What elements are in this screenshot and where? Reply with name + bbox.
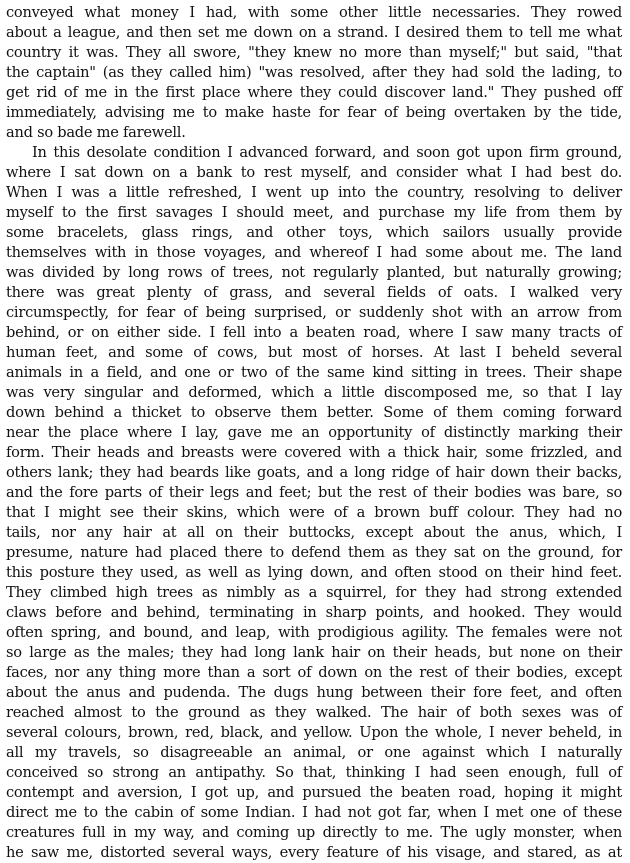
text-line: so large as the males; they had long lank hair on their heads, but none on their <box>6 644 622 661</box>
text-line: country it was. They all swore, "they knew no more than myself;" but said, "that <box>6 44 622 61</box>
text-line: tails, nor any hair at all on their buttocks, except about the anus, which, I <box>6 524 622 541</box>
text-line: animals in a field, and one or two of the same kind sitting in trees. Their shape <box>6 364 622 381</box>
text-line: about a league, and then set me down on a strand. I desired them to tell me what <box>6 24 622 41</box>
text-line: this posture they used, as well as lying down, and often stood on their hind feet. <box>6 564 622 581</box>
text-line: was very singular and deformed, which a little discomposed me, so that I lay <box>6 384 622 401</box>
text-line: reached almost to the ground as they walked. The hair of both sexes was of <box>6 704 622 721</box>
text-line: myself to the first savages I should meet, and purchase my life from them by <box>6 204 622 221</box>
text-line: conceived so strong an antipathy. So that, thinking I had seen enough, full of <box>6 764 622 781</box>
text-line: he saw me, distorted several ways, every feature of his visage, and stared, as at <box>6 844 622 861</box>
text-line: and the fore parts of their legs and feet; but the rest of their bodies was bare, so <box>6 484 622 501</box>
text-line: immediately, advising me to make haste for fear of being overtaken by the tide, <box>6 104 622 121</box>
text-line: contempt and aversion, I got up, and pursued the beaten road, hoping it might <box>6 784 622 801</box>
text-line: direct me to the cabin of some Indian. I had not got far, when I met one of these <box>6 804 622 821</box>
text-line: form. Their heads and breasts were covered with a thick hair, some frizzled, and <box>6 444 622 461</box>
text-line: about the anus and pudenda. The dugs hung between their fore feet, and often <box>6 684 622 701</box>
text-line: there was great plenty of grass, and several fields of oats. I walked very <box>6 284 622 301</box>
text-line: down behind a thicket to observe them better. Some of them coming forward <box>6 404 622 421</box>
text-line: get rid of me in the first place where they could discover land." They pushed off <box>6 84 622 101</box>
text-line: human feet, and some of cows, but most of horses. At last I beheld several <box>6 344 622 361</box>
text-line: circumspectly, for fear of being surprised, or suddenly shot with an arrow from <box>6 304 622 321</box>
text-line: all my travels, so disagreeable an animal, or one against which I naturally <box>6 744 622 761</box>
text-line: the captain" (as they called him) "was resolved, after they had sold the lading, to <box>6 64 622 81</box>
book-page <box>6 3 622 863</box>
text-line: themselves with in those voyages, and whereof I had some about me. The land <box>6 244 622 261</box>
text-line: behind, or on either side. I fell into a beaten road, where I saw many tracts of <box>6 324 622 341</box>
text-line: where I sat down on a bank to rest myself, and consider what I had best do. <box>6 164 622 181</box>
text-line: often spring, and bound, and leap, with prodigious agility. The females were not <box>6 624 622 641</box>
text-line: several colours, brown, red, black, and yellow. Upon the whole, I never beheld, in <box>6 724 622 741</box>
text-line: When I was a little refreshed, I went up into the country, resolving to deliver <box>6 184 622 201</box>
text-line: near the place where I lay, gave me an opportunity of distinctly marking their <box>6 424 622 441</box>
text-line: was divided by long rows of trees, not regularly planted, but naturally growing; <box>6 264 622 281</box>
paragraph-last-line: and so bade me farewell. <box>6 124 186 141</box>
text-line: some bracelets, glass rings, and other toys, which sailors usually provide <box>6 224 622 241</box>
text-line: claws before and behind, terminating in sharp points, and hooked. They would <box>6 604 622 621</box>
text-line: creatures full in my way, and coming up directly to me. The ugly monster, when <box>6 824 622 841</box>
text-line: faces, nor any thing more than a sort of down on the rest of their bodies, except <box>6 664 622 681</box>
text-line: conveyed what money I had, with some other little necessaries. They rowed <box>6 4 622 21</box>
paragraph-first-line: In this desolate condition I advanced forward, and soon got upon firm ground, <box>32 144 622 161</box>
text-line: presume, nature had placed there to defend them as they sat on the ground, for <box>6 544 622 561</box>
text-line: others lank; they had beards like goats, and a long ridge of hair down their backs, <box>6 464 622 481</box>
text-line: that I might see their skins, which were of a brown buff colour. They had no <box>6 504 622 521</box>
text-line: They climbed high trees as nimbly as a squirrel, for they had strong extended <box>6 584 622 601</box>
